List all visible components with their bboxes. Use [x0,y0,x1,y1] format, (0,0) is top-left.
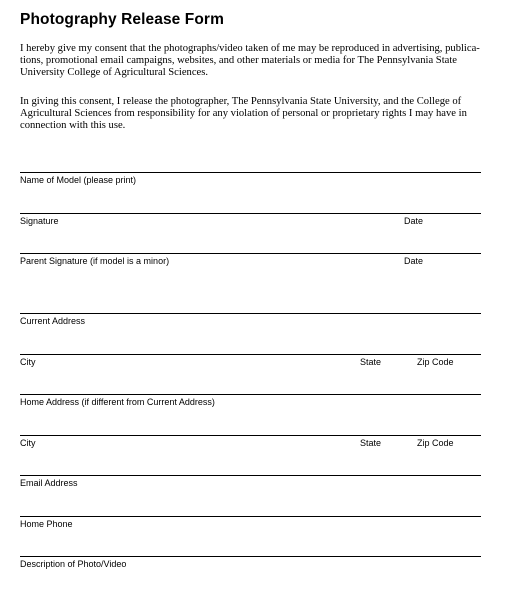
form-title: Photography Release Form [20,11,224,28]
zip-code-label-2: Zip Code [417,438,454,448]
home-phone-line[interactable] [20,516,481,517]
state-label-1: State [360,357,382,367]
parent-signature-line[interactable] [20,253,481,254]
home-address-label: Home Address (if different from Current Address) [20,397,215,407]
home-phone-label: Home Phone [20,519,73,529]
release-paragraph: In giving this consent, I release the photographer, The Pennsylvania State University, and the College of Agricultural Sciences from responsibility for any violation of personal or proprietary rights I may have in connection with this use. [20,96,467,131]
parent-signature-label: Parent Signature (if model is a minor) [20,256,170,266]
email-label: Email Address [20,478,78,488]
current-address-line[interactable] [20,313,481,314]
city-label-2: City [20,438,36,448]
city-state-zip-line-2[interactable] [20,435,481,436]
home-address-line[interactable] [20,394,481,395]
state-label-2: State [360,438,382,448]
description-line[interactable] [20,556,481,557]
signature-label: Signature [20,216,59,226]
parent-date-label: Date [404,256,424,266]
zip-code-label-1: Zip Code [417,357,454,367]
signature-line[interactable] [20,213,481,214]
city-state-zip-line-1[interactable] [20,354,481,355]
current-address-label: Current Address [20,316,86,326]
city-label-1: City [20,357,36,367]
consent-paragraph: I hereby give my consent that the photographs/video taken of me may be reproduced in advertising, publica-tions, promotional email campaigns, websites, and other materials or media for The Pennsylvania State University College of Agricultural Sciences. [20,43,480,78]
signature-date-label: Date [404,216,424,226]
model-name-line[interactable] [20,172,481,173]
description-label: Description of Photo/Video [20,559,127,569]
model-name-label: Name of Model (please print) [20,175,137,185]
email-line[interactable] [20,475,481,476]
